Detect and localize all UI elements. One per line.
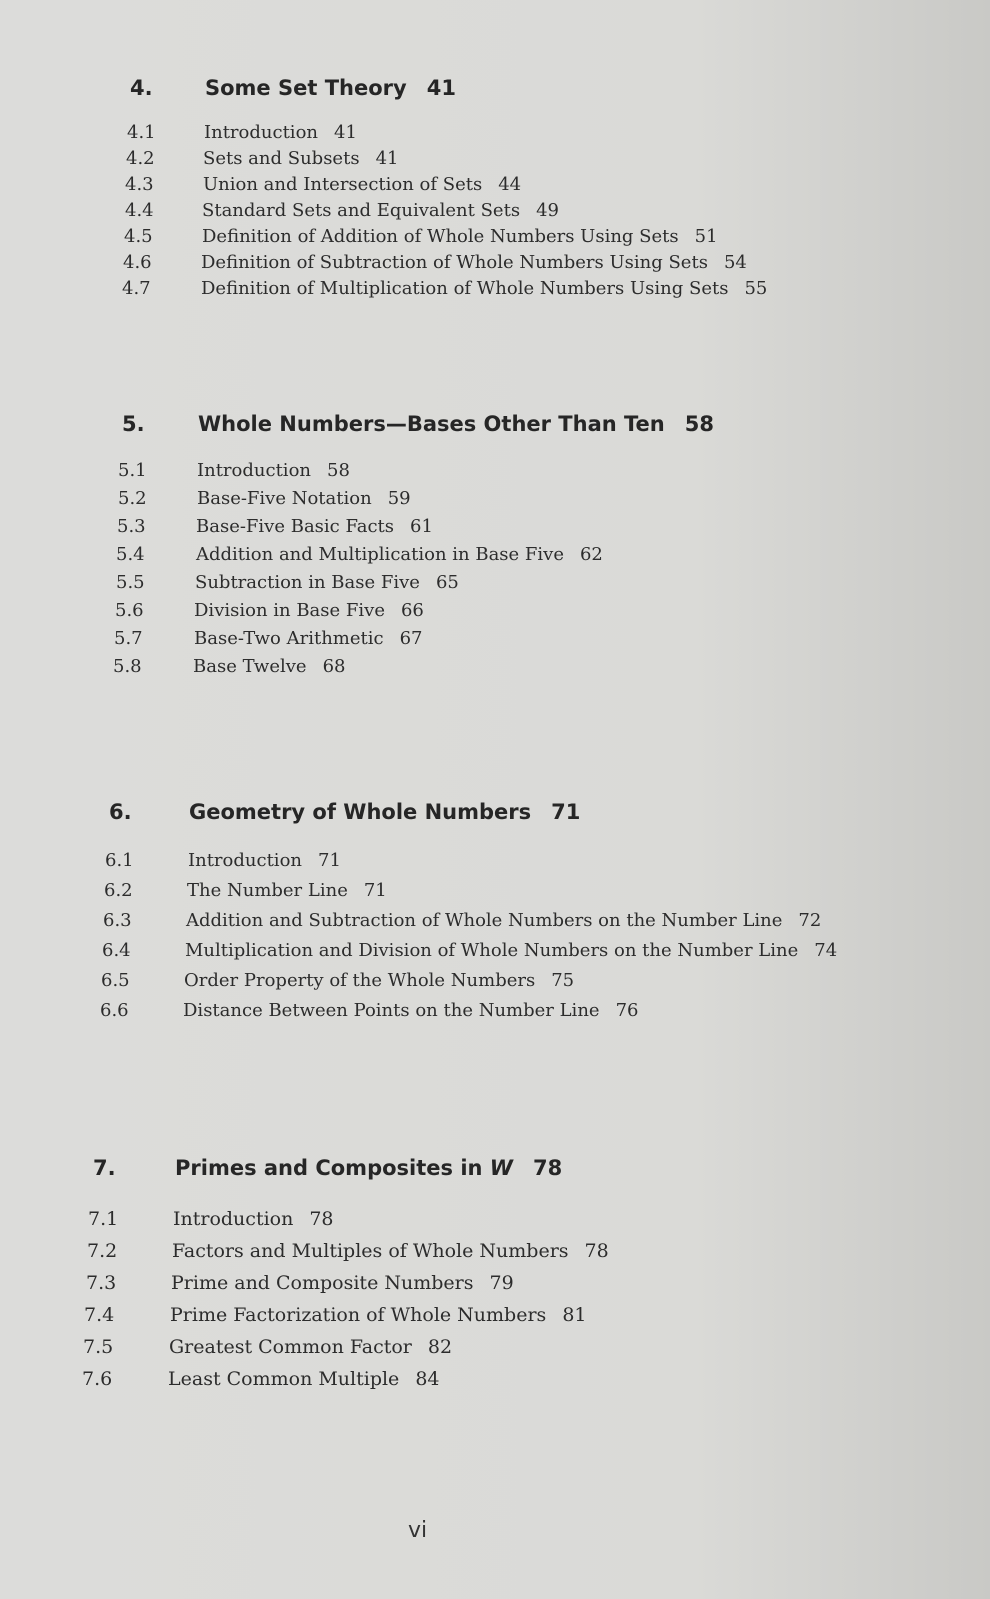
toc-entry: 4.1 Introduction 41 — [127, 122, 357, 143]
chapter-number: 7. — [93, 1156, 116, 1180]
toc-entry: 7.5 Greatest Common Factor 82 — [83, 1336, 453, 1358]
toc-entry: 7.1 Introduction 78 — [88, 1208, 334, 1230]
toc-entry: 5.6 Division in Base Five 66 — [115, 600, 424, 621]
toc-entry: 4.4 Standard Sets and Equivalent Sets 49 — [125, 200, 559, 221]
chapter-7 — [0, 1156, 990, 1388]
section-list — [0, 460, 990, 684]
chapter-title: Primes and Composites in W 78 — [175, 1156, 563, 1180]
page-number: vi — [408, 1518, 428, 1543]
toc-entry: 4.6 Definition of Subtraction of Whole Numbers Using Sets 54 — [123, 252, 747, 273]
section-list — [0, 122, 990, 304]
toc-entry: 6.6 Distance Between Points on the Number Line 76 — [100, 1000, 639, 1021]
toc-entry: 5.8 Base Twelve 68 — [113, 656, 346, 677]
chapter-page: 71 — [551, 800, 581, 824]
chapter-heading — [0, 412, 990, 452]
toc-entry: 7.3 Prime and Composite Numbers 79 — [86, 1272, 514, 1294]
chapter-title: Geometry of Whole Numbers 71 — [189, 800, 581, 824]
chapter-number: 6. — [109, 800, 132, 824]
toc-entry: 7.4 Prime Factorization of Whole Numbers 81 — [84, 1304, 587, 1326]
toc-entry: 6.1 Introduction 71 — [105, 850, 341, 871]
toc-entry: 4.7 Definition of Multiplication of Whole Numbers Using Sets 55 — [122, 278, 768, 299]
toc-entry: 5.7 Base-Two Arithmetic 67 — [114, 628, 423, 649]
toc-entry: 5.2 Base-Five Notation 59 — [118, 488, 411, 509]
toc-entry: 5.5 Subtraction in Base Five 65 — [116, 572, 459, 593]
chapter-number: 5. — [122, 412, 145, 436]
chapter-4 — [0, 76, 990, 298]
toc-entry: 5.4 Addition and Multiplication in Base Five 62 — [116, 544, 603, 565]
chapter-title: Some Set Theory 41 — [205, 76, 456, 100]
toc-entry: 7.2 Factors and Multiples of Whole Numbers 78 — [87, 1240, 609, 1262]
chapter-number: 4. — [130, 76, 153, 100]
chapter-page: 78 — [532, 1156, 563, 1180]
chapter-title-italic: W — [489, 1156, 513, 1180]
toc-entry: 6.4 Multiplication and Division of Whole Numbers on the Number Line 74 — [102, 940, 838, 961]
toc-entry: 6.2 The Number Line 71 — [104, 880, 387, 901]
chapter-5 — [0, 412, 990, 676]
chapter-heading — [0, 1156, 990, 1196]
toc-entry: 5.1 Introduction 58 — [118, 460, 350, 481]
section-list — [0, 850, 990, 1030]
toc-entry: 4.3 Union and Intersection of Sets 44 — [125, 174, 522, 195]
toc-entry: 6.3 Addition and Subtraction of Whole Numbers on the Number Line 72 — [103, 910, 822, 931]
section-list — [0, 1208, 990, 1400]
chapter-page: 41 — [426, 76, 456, 100]
chapter-heading — [0, 76, 990, 116]
chapter-page: 58 — [684, 412, 714, 436]
toc-entry: 7.6 Least Common Multiple 84 — [82, 1368, 440, 1390]
toc-entry: 5.3 Base-Five Basic Facts 61 — [117, 516, 433, 537]
toc-entry: 4.2 Sets and Subsets 41 — [126, 148, 399, 169]
chapter-6 — [0, 800, 990, 1020]
chapter-heading — [0, 800, 990, 840]
toc-entry: 6.5 Order Property of the Whole Numbers 75 — [101, 970, 575, 991]
toc-entry: 4.5 Definition of Addition of Whole Numbers Using Sets 51 — [124, 226, 718, 247]
chapter-title: Whole Numbers—Bases Other Than Ten 58 — [198, 412, 714, 436]
